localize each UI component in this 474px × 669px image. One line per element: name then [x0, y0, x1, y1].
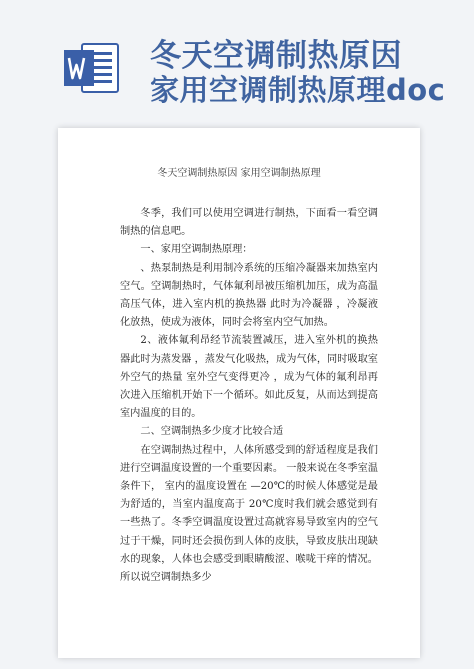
banner-title-line2: 家用空调制热原理doc	[150, 73, 446, 107]
document-page	[58, 128, 420, 658]
word-document-icon	[62, 38, 122, 98]
paragraph-intro: 冬季，我们可以使用空调进行制热，下面看一看空调制热的信息吧。	[120, 208, 378, 238]
banner-header	[0, 0, 474, 120]
paragraph-heat-pump: 、热泵制热是利用制冷系统的压缩冷凝器来加热室内空气。空调制热时，气体氟利昂被压缩机加压，成为高温高压气体，进入室内机的换热器 此时为冷凝器 ，冷凝液化放热，使成为液体，同时会将室内空气加热。	[120, 262, 378, 329]
banner-title-line1: 冬天空调制热原因	[150, 38, 402, 74]
section-heading-2: 二、空调制热多少度才比较合适	[140, 426, 284, 438]
document-body	[120, 205, 378, 587]
paragraph-liquid-freon: 2、液体氟利昂经节流装置减压，进入室外机的换热器此时为蒸发器 ，蒸发气化吸热，成为气体，同时吸取室外空气的热量 室外空气变得更冷 ，成为气体的氟利昂再次进入压缩机开始下一个循环。如此反复，从而达到提高室内温度的目的。	[120, 335, 378, 420]
section-heading-1: 一、家用空调制热原理：	[140, 244, 253, 256]
paragraph-temperature: 在空调制热过程中，人体所感受到的舒适程度是我们进行空调温度设置的一个重要因素。 一般来说在冬季室温条件下， 室内的温度设置在 —20℃的时候人体感觉是最为舒适的，当室内温度高于 20℃度时我们就会感觉到有一些热了。冬季空调温度设置过高就容易导致室内的空气过于干燥，同时还会损伤到人体的皮肤，导致皮肤出现缺水的现象，人体也会感受到眼睛酸涩、喉咙干痒的情况。所以说空调制热多少	[120, 444, 378, 584]
document-title: 冬天空调制热原因 家用空调制热原理	[157, 168, 321, 179]
